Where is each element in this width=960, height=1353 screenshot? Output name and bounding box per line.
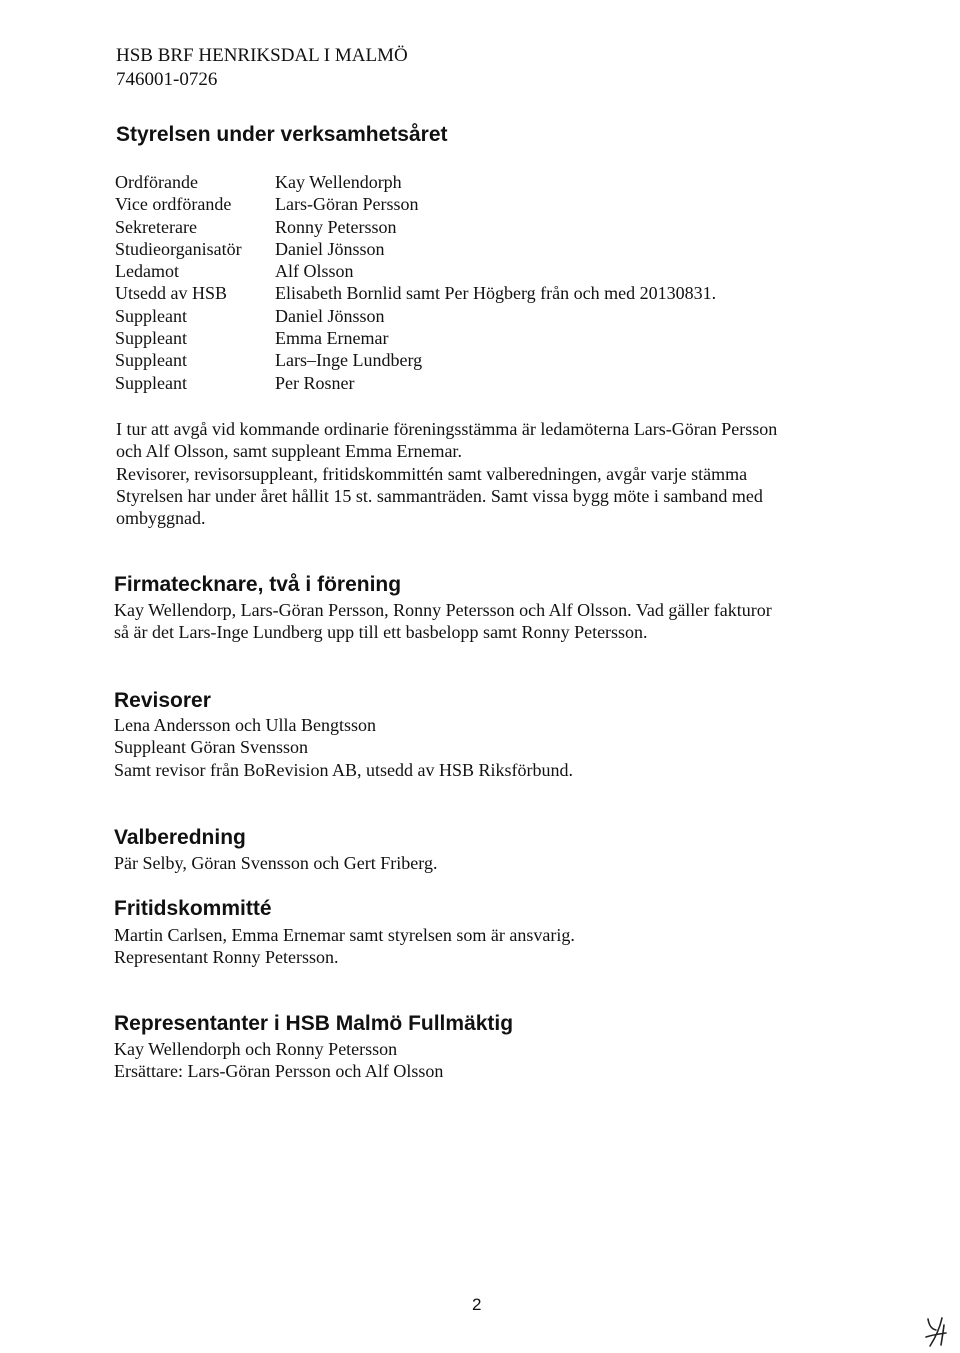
organization-name: HSB BRF HENRIKSDAL I MALMÖ xyxy=(116,45,408,66)
paragraph-line: Representant Ronny Petersson. xyxy=(114,947,339,968)
paragraph-line: Kay Wellendorp, Lars-Göran Persson, Ronny Petersson och Alf Olsson. Vad gäller fakturor xyxy=(114,600,772,620)
member-role: Studieorganisatör xyxy=(115,238,242,259)
member-name: Emma Ernemar xyxy=(275,328,389,349)
board-member-row xyxy=(115,372,716,394)
signatories-section-title: Firmatecknare, två i förening xyxy=(114,573,402,596)
auditors-section-title: Revisorer xyxy=(114,689,211,712)
member-name: Per Rosner xyxy=(275,372,355,393)
paragraph-line: Styrelsen har under året hållit 15 st. sammanträden. Samt vissa bygg möte i samband med xyxy=(116,485,763,506)
paragraph-line: Martin Carlsen, Emma Ernemar samt styrelsen som är ansvarig. xyxy=(114,925,575,945)
leisure-committee-paragraph xyxy=(114,924,575,969)
member-name: Lars–Inge Lundberg xyxy=(275,350,423,371)
member-name: Lars-Göran Persson xyxy=(275,194,419,215)
member-name: Ronny Petersson xyxy=(275,216,397,237)
organization-number: 746001-0726 xyxy=(116,69,218,90)
member-role: Utsedd av HSB xyxy=(115,283,227,304)
board-member-row xyxy=(115,349,716,371)
paragraph-line: så är det Lars-Inge Lundberg upp till ett basbelopp samt Ronny Petersson. xyxy=(114,622,648,643)
paragraph-line: Pär Selby, Göran Svensson och Gert Friberg. xyxy=(114,853,438,873)
nomination-section-title: Valberedning xyxy=(114,826,246,849)
document-header xyxy=(116,44,408,92)
board-member-row xyxy=(115,305,716,327)
member-role: Sekreterare xyxy=(115,216,197,237)
representatives-section-title: Representanter i HSB Malmö Fullmäktig xyxy=(114,1012,514,1035)
member-name: Alf Olsson xyxy=(275,261,354,282)
auditors-paragraph xyxy=(114,714,573,781)
board-member-row xyxy=(115,238,716,260)
representatives-paragraph xyxy=(114,1038,443,1083)
board-member-row xyxy=(115,282,716,304)
paragraph-line: Ersättare: Lars-Göran Persson och Alf Olsson xyxy=(114,1061,444,1082)
paragraph-line: och Alf Olsson, samt suppleant Emma Ernemar. xyxy=(116,441,462,462)
board-member-row xyxy=(115,327,716,349)
board-member-row xyxy=(115,260,716,282)
paragraph-line: Kay Wellendorph och Ronny Petersson xyxy=(114,1039,398,1059)
member-role: Ordförande xyxy=(115,172,198,192)
paragraph-line: Lena Andersson och Ulla Bengtsson xyxy=(114,715,376,735)
member-name: Kay Wellendorph xyxy=(275,172,402,192)
member-name: Daniel Jönsson xyxy=(275,305,385,326)
member-role: Vice ordförande xyxy=(115,194,232,215)
member-name: Daniel Jönsson xyxy=(275,238,385,259)
paragraph-line: Revisorer, revisorsuppleant, fritidskommittén samt valberedningen, avgår varje stämma xyxy=(116,463,748,484)
board-section-title: Styrelsen under verksamhetsåret xyxy=(116,123,448,146)
board-member-row xyxy=(115,216,716,238)
board-members-list xyxy=(115,171,716,394)
page-number: 2 xyxy=(472,1295,482,1314)
board-member-row xyxy=(115,193,716,215)
handwritten-initials xyxy=(920,1315,950,1349)
member-name: Elisabeth Bornlid samt Per Högberg från och med 20130831. xyxy=(275,283,717,304)
member-role: Suppleant xyxy=(115,305,187,326)
paragraph-line: ombyggnad. xyxy=(116,508,206,529)
leisure-committee-section-title: Fritidskommitté xyxy=(114,897,272,920)
member-role: Suppleant xyxy=(115,350,187,371)
board-notes-paragraph xyxy=(116,418,777,529)
nomination-paragraph xyxy=(114,852,437,874)
member-role: Suppleant xyxy=(115,372,187,393)
board-member-row xyxy=(115,171,716,193)
member-role: Ledamot xyxy=(115,261,179,282)
paragraph-line: Samt revisor från BoRevision AB, utsedd av HSB Riksförbund. xyxy=(114,759,573,780)
member-role: Suppleant xyxy=(115,328,187,349)
paragraph-line: Suppleant Göran Svensson xyxy=(114,737,308,758)
signatories-paragraph xyxy=(114,599,772,644)
paragraph-line: I tur att avgå vid kommande ordinarie föreningsstämma är ledamöterna Lars-Göran Persson xyxy=(116,419,778,439)
